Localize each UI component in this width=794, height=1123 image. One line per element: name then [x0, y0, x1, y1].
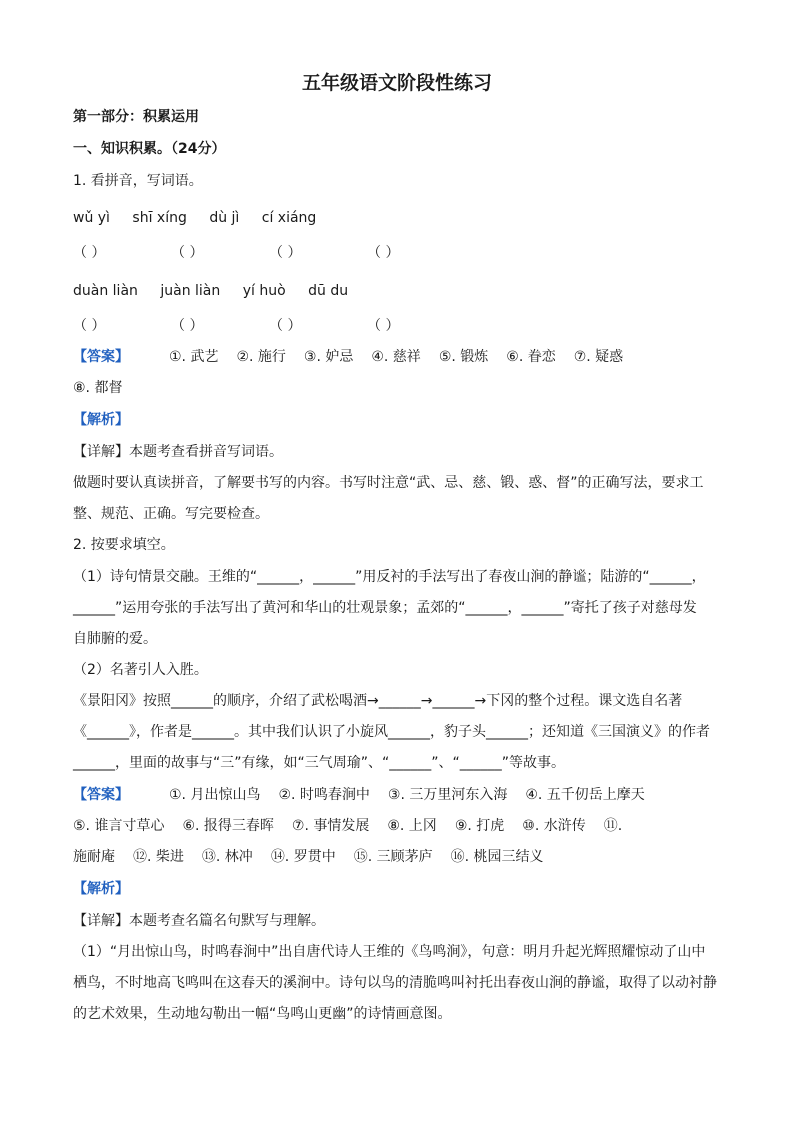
answer-item: ④. 五千仞岳上摩天 [525, 787, 645, 803]
answer-blanks-row-2 [73, 316, 723, 336]
pinyin: juàn liàn [160, 283, 221, 299]
answer-item: ③. 妒忌 [303, 349, 354, 365]
fill-blank-text: （1）诗句情景交融。王维的“______，______”用反衬的手法写出了春夜山涧的静谧；陆游的“______， [73, 569, 706, 585]
pinyin: cí xiáng [261, 210, 317, 226]
fill-blank-text: 自肺腑的爱。 [73, 631, 157, 647]
fill-blank-text: ______”运用夸张的手法写出了黄河和华山的壮观景象；孟郊的“______，______”寄托了孩子对慈母发 [73, 600, 697, 616]
answer-item: ①. 月出惊山鸟 [169, 787, 261, 803]
answer-item: ⑨. 打虎 [454, 818, 505, 834]
sub-question-label: （2）名著引人入胜。 [73, 662, 208, 678]
answer-block-2-cont [73, 847, 723, 867]
answer-item: ⑭. 罗贯中 [270, 849, 336, 865]
answer-item: ⑯. 桃园三结义 [450, 849, 544, 865]
detail-text: 整、规范、正确。写完要检查。 [73, 506, 269, 522]
answer-item: ⑤. 锻炼 [438, 349, 489, 365]
analysis-label: 【解析】 [73, 881, 129, 897]
answer-item: ②. 施行 [236, 349, 286, 365]
answer-blank: （ ） [367, 245, 400, 261]
detail-heading: 【详解】本题考查看拼音写词语。 [73, 444, 283, 460]
fill-blank-text: 《______》，作者是______。其中我们认识了小旋风______，豹子头______；还知道《三国演义》的作者 [73, 724, 710, 740]
pinyin: yí huò [242, 283, 286, 299]
answer-item: ⑧. 上冈 [387, 818, 437, 834]
fill-blank-text: 《景阳冈》按照______的顺序，介绍了武松喝酒→______→______→下冈的整个过程。课文选自名著 [73, 693, 683, 709]
answer-item: ⑦. 疑惑 [573, 349, 624, 365]
answer-blank: （ ） [269, 318, 302, 334]
answer-item: ⑧. 都督 [73, 380, 123, 396]
answer-item: ⑥. 眷恋 [506, 349, 556, 365]
answer-block-1 [73, 347, 723, 367]
answer-item: ⑪. [603, 818, 623, 834]
pinyin-row-1 [73, 208, 723, 228]
detail-heading: 【详解】本题考查名篇名句默写与理解。 [73, 913, 325, 929]
pinyin: duàn liàn [73, 283, 138, 299]
answer-blank: （ ） [269, 245, 302, 261]
fill-blank-text: ______，里面的故事与“三”有缘，如“三气周瑜”、“______”、“______”等故事。 [73, 755, 566, 771]
part-heading: 第一部分：积累运用 [73, 109, 199, 125]
pinyin: dū du [308, 283, 349, 299]
answer-block-2 [73, 785, 723, 805]
analysis-label: 【解析】 [73, 412, 129, 428]
answer-blank: （ ） [171, 245, 204, 261]
detail-text: 的艺术效果，生动地勾勒出一幅“鸟鸣山更幽”的诗情画意图。 [73, 1006, 452, 1022]
pinyin: wǔ yì [73, 210, 110, 226]
answer-blanks-row-1 [73, 243, 723, 263]
answer-blank: （ ） [171, 318, 204, 334]
detail-text: （1）“月出惊山鸟，时鸣春涧中”出自唐代诗人王维的《鸟鸣涧》，句意：明月升起光辉照耀惊动了山中 [73, 944, 706, 960]
detail-text: 栖鸟，不时地高飞鸣叫在这春天的溪涧中。诗句以鸟的清脆鸣叫衬托出春夜山涧的静谧，取得了以动衬静 [73, 975, 717, 991]
answer-item: ③. 三万里河东入海 [387, 787, 508, 803]
answer-item: ⑮. 三顾茅庐 [353, 849, 433, 865]
question-2-prompt: 2. 按要求填空。 [73, 537, 175, 553]
answer-item: ①. 武艺 [169, 349, 219, 365]
answer-blank: （ ） [73, 318, 106, 334]
answer-item: ⑥. 报得三春晖 [182, 818, 274, 834]
pinyin: shī xíng [132, 210, 187, 226]
answer-item: ⑤. 谁言寸草心 [73, 818, 165, 834]
answer-item: ⑬. 林冲 [201, 849, 253, 865]
answer-block-2-cont [73, 816, 723, 836]
answer-item: ⑫. 柴进 [133, 849, 184, 865]
page-title: 五年级语文阶段性练习 [301, 72, 492, 94]
answer-label: 【答案】 [73, 349, 129, 365]
pinyin-row-2 [73, 281, 723, 301]
question-1-prompt: 1. 看拼音，写词语。 [73, 173, 203, 189]
pinyin: dù jì [209, 210, 240, 226]
answer-item: ⑩. 水浒传 [522, 818, 586, 834]
section-heading: 一、知识积累。（24分） [73, 141, 226, 157]
detail-text: 做题时要认真读拼音，了解要书写的内容。书写时注意“武、忌、慈、锻、惑、督”的正确写法，要求工 [73, 475, 704, 491]
answer-block-1-cont [73, 378, 723, 398]
answer-item: ⑦. 事情发展 [291, 818, 370, 834]
answer-item: ②. 时鸣春涧中 [278, 787, 370, 803]
answer-blank: （ ） [73, 245, 106, 261]
answer-blank: （ ） [367, 318, 400, 334]
answer-item: ④. 慈祥 [371, 349, 421, 365]
answer-label: 【答案】 [73, 787, 129, 803]
answer-item: 施耐庵 [73, 849, 115, 865]
